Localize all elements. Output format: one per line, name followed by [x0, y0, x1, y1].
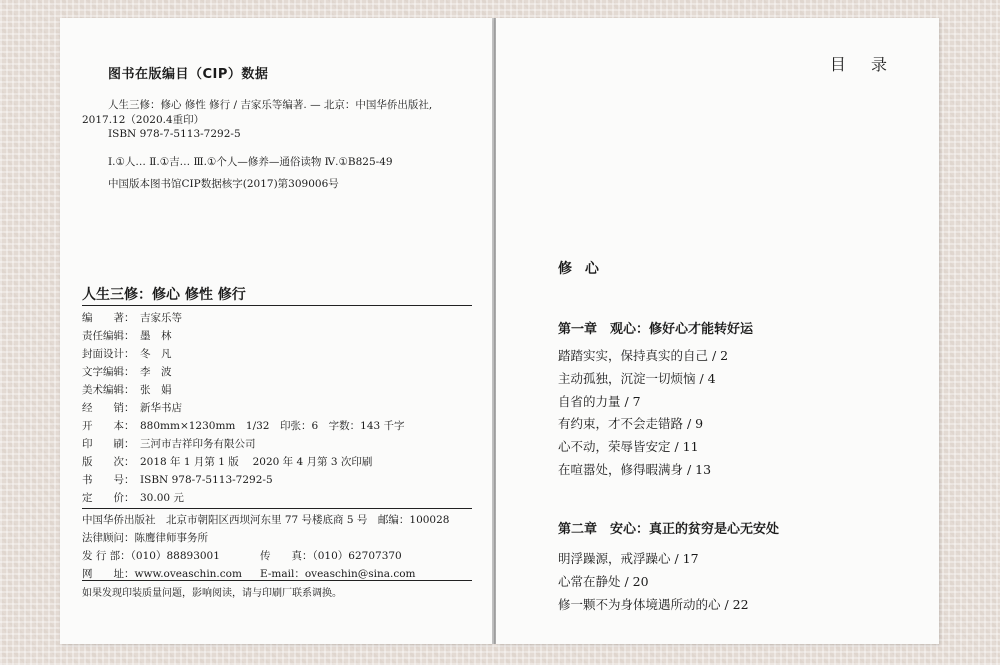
spec-value: 新华书店	[140, 402, 182, 414]
spec-value: 三河市吉祥印务有限公司	[140, 438, 256, 450]
spec-row	[82, 436, 256, 451]
spec-label: 定 价：	[82, 492, 135, 504]
toc-entry: 修一颗不为身体境遇所动的心 / 22	[558, 597, 749, 612]
toc-title: 目 录	[829, 55, 897, 74]
spec-label: 印 刷：	[82, 438, 135, 450]
toc-entry: 明浮躁源，戒浮躁心 / 17	[558, 551, 699, 566]
spec-row	[82, 382, 172, 397]
spec-value: 880mm×1230mm 1/32 印张：6 字数：143 千字	[140, 420, 405, 432]
toc-entry: 有约束，才不会走错路 / 9	[558, 416, 704, 431]
cip-line: Ⅰ.①人… Ⅱ.①吉… Ⅲ.①个人—修养—通俗读物 Ⅳ.①B825-49	[108, 156, 393, 168]
divider	[82, 305, 472, 306]
email: E-mail：oveaschin@sina.com	[260, 568, 416, 580]
spec-value: 墨 林	[140, 330, 172, 342]
cip-line: 人生三修：修心 修性 修行 / 吉家乐等编著. — 北京：中国华侨出版社,	[108, 99, 433, 111]
copyright-page	[60, 18, 492, 644]
phone: 发 行 部：（010）88893001	[82, 550, 220, 562]
part-heading: 修 心	[558, 261, 603, 277]
chapter-heading: 第一章 观心：修好心才能转好运	[558, 322, 754, 337]
spec-value: ISBN 978-7-5113-7292-5	[140, 474, 273, 486]
cip-line: 2017.12（2020.4重印）	[82, 114, 205, 126]
fax: 传 真：（010）62707370	[260, 550, 402, 562]
spec-label: 美术编辑：	[82, 384, 135, 396]
spec-value: 李 波	[140, 366, 172, 378]
publisher-address: 中国华侨出版社 北京市朝阳区西坝河东里 77 号楼底商 5 号 邮编：100028	[82, 514, 450, 526]
book-title: 人生三修：修心 修性 修行	[82, 287, 246, 303]
toc-entry: 心常在静处 / 20	[558, 574, 649, 589]
spec-label: 版 次：	[82, 456, 135, 468]
spec-label: 经 销：	[82, 402, 135, 414]
spec-label: 开 本：	[82, 420, 135, 432]
divider	[82, 508, 472, 509]
toc-entry: 自省的力量 / 7	[558, 394, 641, 409]
cip-title: 图书在版编目（CIP）数据	[108, 67, 269, 82]
spec-row	[82, 328, 172, 343]
table-of-contents-page	[496, 18, 939, 644]
legal-advisor: 法律顾问：陈鹰律师事务所	[82, 532, 208, 544]
spec-label: 责任编辑：	[82, 330, 135, 342]
spec-row	[82, 310, 182, 325]
spec-row	[82, 364, 172, 379]
cip-line: 中国版本图书馆CIP数据核字(2017)第309006号	[108, 178, 339, 190]
toc-entry: 在喧嚣处，修得暇满身 / 13	[558, 462, 712, 477]
spec-value: 吉家乐等	[140, 312, 182, 324]
spec-value: 30.00 元	[140, 492, 184, 504]
chapter-heading: 第二章 安心：真正的贫穷是心无安处	[558, 522, 780, 537]
spec-label: 编 著：	[82, 312, 135, 324]
toc-entry: 主动孤独，沉淀一切烦恼 / 4	[558, 371, 716, 386]
spec-label: 封面设计：	[82, 348, 135, 360]
spec-row	[82, 472, 273, 487]
spec-value: 张 娟	[140, 384, 172, 396]
spec-row	[82, 400, 182, 415]
spec-row	[82, 346, 172, 361]
quality-notice: 如果发现印装质量问题，影响阅读，请与印刷厂联系调换。	[82, 588, 342, 599]
spec-value: 2018 年 1 月第 1 版 2020 年 4 月第 3 次印刷	[140, 456, 373, 468]
divider	[82, 580, 472, 581]
spec-row	[82, 490, 184, 505]
website: 网 址：www.oveaschin.com	[82, 568, 242, 580]
spec-value: 冬 凡	[140, 348, 172, 360]
spec-row	[82, 418, 405, 433]
spec-label: 书 号：	[82, 474, 135, 486]
toc-entry: 心不动，荣辱皆安定 / 11	[558, 439, 699, 454]
spec-row	[82, 454, 372, 469]
cip-line: ISBN 978-7-5113-7292-5	[108, 128, 241, 140]
spec-label: 文字编辑：	[82, 366, 135, 378]
toc-entry: 踏踏实实，保持真实的自己 / 2	[558, 348, 729, 363]
